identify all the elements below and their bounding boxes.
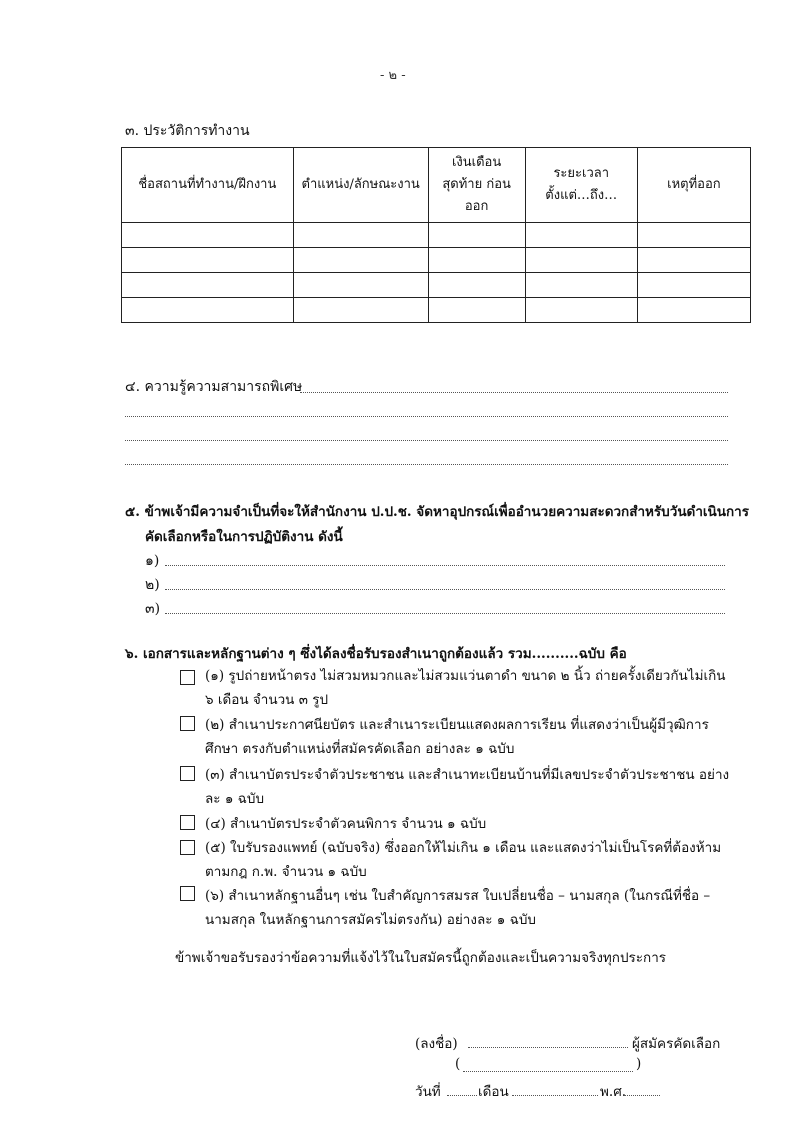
- table-cell: [525, 298, 637, 323]
- section5-item-label: ๑): [145, 553, 160, 569]
- date-year-label: พ.ศ.: [600, 1084, 627, 1100]
- section5-item-line[interactable]: [165, 565, 725, 566]
- table-row: [122, 223, 751, 248]
- col-header-period: ระยะเวลา ตั้งแต่…ถึง…: [525, 148, 637, 223]
- section4-answer-line[interactable]: [125, 464, 728, 465]
- document-checkbox[interactable]: [180, 840, 195, 855]
- date-year-line[interactable]: [624, 1095, 660, 1096]
- table-cell: [122, 223, 294, 248]
- section5-item-line[interactable]: [165, 613, 725, 614]
- page-number: - ๒ -: [380, 68, 406, 83]
- document-item: (๒) สำเนาประกาศนียบัตร และสำเนาระเบียนแสดงผลการเรียน ที่แสดงว่าเป็นผู้มีวุฒิการศึกษา ตรงกับตำแหน่งที่สมัครคัดเลือก อย่างละ ๑ ฉบับ: [205, 717, 709, 757]
- table-cell: [525, 273, 637, 298]
- section4-answer-line[interactable]: [125, 440, 728, 441]
- table-cell: [428, 248, 525, 273]
- section4-title: ๔. ความรู้ความสามารถพิเศษ: [125, 379, 303, 395]
- work-history-table: [121, 147, 751, 323]
- section5-item-label: ๒): [145, 577, 160, 593]
- name-open-paren: (: [455, 1056, 461, 1072]
- document-item: (๑) รูปถ่ายหน้าตรง ไม่สวมหมวกและไม่สวมแว่นตาดำ ขนาด ๒ นิ้ว ถ่ายครั้งเดียวกันไม่เกิน ๖ เดือน จำนวน ๓ รูป: [205, 668, 726, 708]
- signature-line[interactable]: [468, 1047, 628, 1048]
- document-item: (๓) สำเนาบัตรประจำตัวประชาชน และสำเนาทะเบียนบ้านที่มีเลขประจำตัวประชาชน อย่างละ ๑ ฉบับ: [205, 767, 730, 807]
- section4-answer-line[interactable]: [300, 392, 728, 393]
- table-cell: [122, 248, 294, 273]
- document-checkbox[interactable]: [180, 716, 195, 731]
- table-cell: [525, 223, 637, 248]
- table-cell: [293, 298, 428, 323]
- table-row: [122, 298, 751, 323]
- date-month-label: เดือน: [478, 1084, 509, 1100]
- table-cell: [428, 298, 525, 323]
- printed-name-line[interactable]: [463, 1071, 633, 1072]
- col-header-salary: เงินเดือน สุดท้าย ก่อนออก: [428, 148, 525, 223]
- document-item: (๖) สำเนาหลักฐานอื่นๆ เช่น ใบสำคัญการสมรส ใบเปลี่ยนชื่อ – นามสกุล (ในกรณีที่ชื่อ – นามสกุล ในหลักฐานการสมัครไม่ตรงกัน) อย่างละ ๑ ฉบับ: [205, 888, 711, 928]
- date-month-line[interactable]: [512, 1095, 598, 1096]
- table-row: [122, 248, 751, 273]
- section5-line2: คัดเลือกหรือในการปฏิบัติงาน ดังนี้: [145, 529, 343, 545]
- document-checkbox[interactable]: [180, 670, 195, 685]
- document-item: (๔) สำเนาบัตรประจำตัวคนพิการ จำนวน ๑ ฉบับ: [205, 816, 487, 832]
- table-cell: [637, 248, 750, 273]
- table-cell: [637, 298, 750, 323]
- table-cell: [525, 248, 637, 273]
- section5-item-line[interactable]: [165, 589, 725, 590]
- table-cell: [637, 273, 750, 298]
- applicant-role-label: ผู้สมัครคัดเลือก: [632, 1036, 721, 1052]
- table-cell: [428, 223, 525, 248]
- section6-title: ๖. เอกสารและหลักฐานต่าง ๆ ซึ่งได้ลงชื่อรับรองสำเนาถูกต้องแล้ว รวม..........ฉบับ คือ: [125, 646, 627, 662]
- table-cell: [293, 273, 428, 298]
- document-checkbox[interactable]: [180, 766, 195, 781]
- table-row: [122, 273, 751, 298]
- table-cell: [637, 223, 750, 248]
- table-cell: [122, 273, 294, 298]
- document-checkbox[interactable]: [180, 886, 195, 901]
- section5-line1: ๕. ข้าพเจ้ามีความจำเป็นที่จะให้สำนักงาน ป.ป.ช. จัดหาอุปกรณ์เพื่ออำนวยความสะดวกสำหรับวันดำเนินการ: [125, 504, 749, 520]
- section4-answer-line[interactable]: [125, 416, 728, 417]
- table-cell: [293, 248, 428, 273]
- table-cell: [428, 273, 525, 298]
- document-item: (๕) ใบรับรองแพทย์ (ฉบับจริง) ซึ่งออกให้ไม่เกิน ๑ เดือน และแสดงว่าไม่เป็นโรคที่ต้องห้าม ตามกฎ ก.พ. จำนวน ๑ ฉบับ: [205, 840, 722, 880]
- document-checkbox[interactable]: [180, 815, 195, 830]
- section3-title: ๓. ประวัติการทำงาน: [125, 123, 250, 139]
- sign-label: (ลงชื่อ): [415, 1036, 458, 1052]
- table-cell: [122, 298, 294, 323]
- col-header-reason: เหตุที่ออก: [637, 148, 750, 223]
- table-cell: [293, 223, 428, 248]
- date-day-line[interactable]: [447, 1095, 477, 1096]
- name-close-paren: ): [636, 1056, 642, 1072]
- col-header-workplace: ชื่อสถานที่ทำงาน/ฝึกงาน: [122, 148, 294, 223]
- col-header-position: ตำแหน่ง/ลักษณะงาน: [293, 148, 428, 223]
- certification-statement: ข้าพเจ้าขอรับรองว่าข้อความที่แจ้งไว้ในใบสมัครนี้ถูกต้องและเป็นความจริงทุกประการ: [175, 950, 667, 966]
- date-day-label: วันที่: [415, 1084, 441, 1100]
- section5-item-label: ๓): [145, 601, 161, 617]
